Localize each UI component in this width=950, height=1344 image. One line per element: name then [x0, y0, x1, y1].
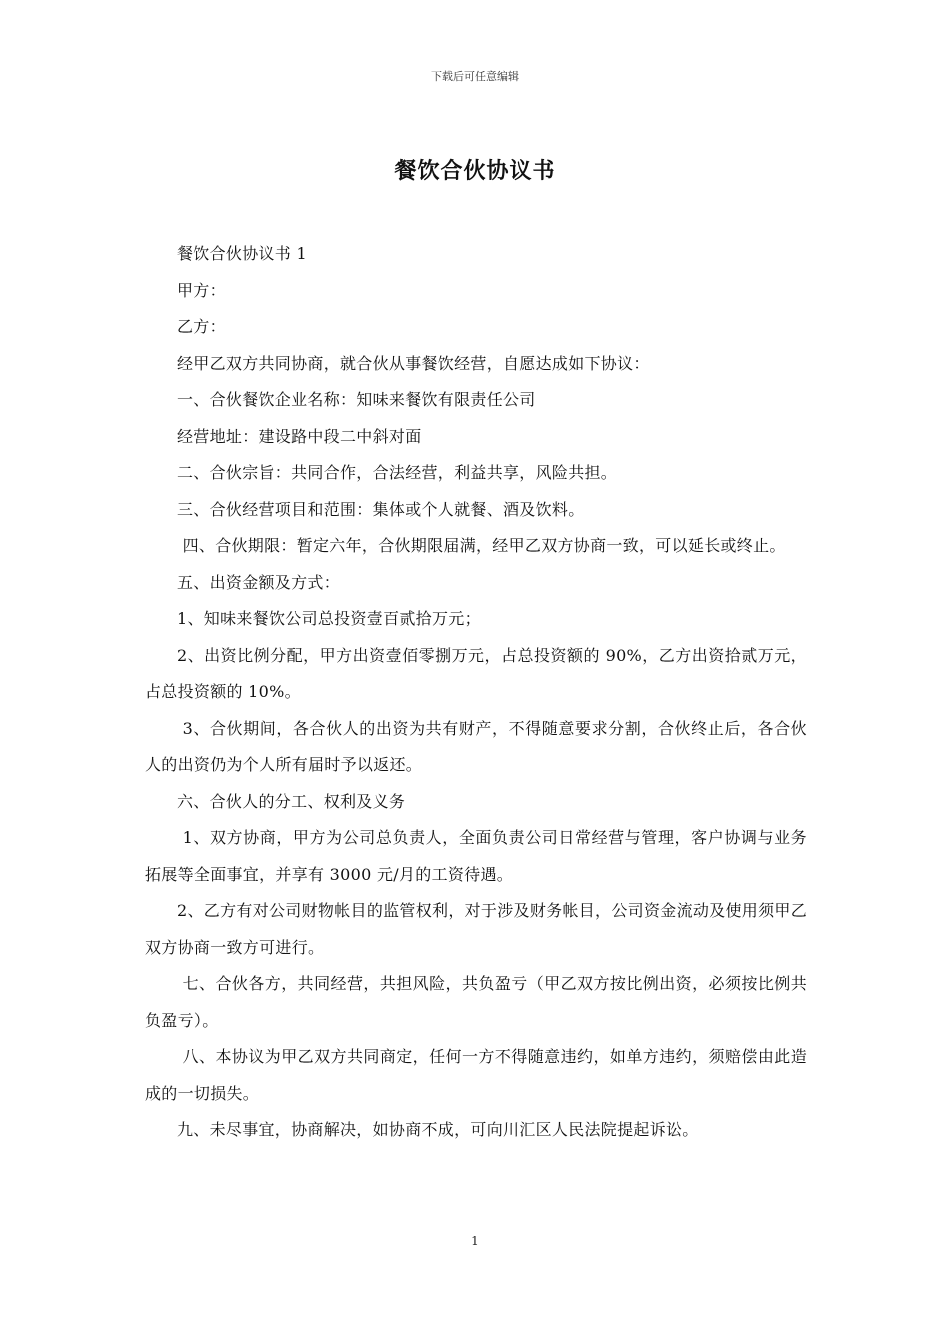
paragraph-purpose: 二、合伙宗旨：共同合作，合法经营，利益共享，风险共担。 — [177, 463, 618, 482]
document-title: 餐饮合伙协议书 — [394, 158, 556, 184]
paragraph-dispute: 九、未尽事宜，协商解决，如协商不成，可向川汇区人民法院提起诉讼。 — [177, 1120, 699, 1139]
page-number: 1 — [471, 1234, 479, 1248]
paragraph-preamble: 经甲乙双方共同协商，就合伙从事餐饮经营，自愿达成如下协议： — [177, 353, 650, 373]
paragraph-breach: 八、本协议为甲乙双方共同商定，任何一方不得随意违约，如单方违约，须赔偿由此造成的一切损失。 — [145, 1047, 807, 1103]
paragraph-term: 四、合伙期限：暂定六年，合伙期限届满，经甲乙双方协商一致，可以延长或终止。 — [182, 536, 786, 555]
paragraph-capital-1: 1、知味来餐饮公司总投资壹百贰拾万元； — [177, 609, 481, 628]
paragraph-capital-3: 3、合伙期间，各合伙人的出资为共有财产，不得随意要求分割，合伙终止后，各合伙人的出资仍为个人所有届时予以返还。 — [145, 718, 807, 774]
paragraph-address: 经营地址：建设路中段二中斜对面 — [177, 426, 422, 446]
paragraph-company-name: 一、合伙餐饮企业名称：知味来餐饮有限责任公司 — [177, 390, 536, 409]
paragraph-party-b: 乙方： — [177, 317, 226, 336]
paragraph-duties-1: 1、双方协商，甲方为公司总负责人，全面负责公司日常经营与管理，客户协调与业务拓展等全面事宜，并享有 3000 元/月的工资待遇。 — [145, 828, 807, 884]
header-note: 下载后可任意编辑 — [431, 70, 519, 83]
document-body — [145, 236, 807, 1149]
paragraph-capital-heading: 五、出资金额及方式： — [177, 572, 341, 592]
paragraph-risk: 七、合伙各方，共同经营，共担风险，共负盈亏（甲乙双方按比例出资，必须按比例共负盈亏）。 — [145, 974, 807, 1030]
paragraph-scope: 三、合伙经营项目和范围：集体或个人就餐、酒及饮料。 — [177, 499, 585, 519]
paragraph-duties-heading: 六、合伙人的分工、权利及义务 — [177, 791, 406, 811]
paragraph-party-a: 甲方： — [177, 280, 226, 300]
paragraph-duties-2: 2、乙方有对公司财物帐目的监管权利，对于涉及财务帐目，公司资金流动及使用须甲乙双方协商一致方可进行。 — [145, 901, 807, 957]
paragraph-capital-2: 2、出资比例分配，甲方出资壹佰零捌万元，占总投资额的 90%，乙方出资拾贰万元，占总投资额的 10%。 — [145, 645, 807, 701]
paragraph-subtitle: 餐饮合伙协议书 1 — [177, 244, 307, 263]
